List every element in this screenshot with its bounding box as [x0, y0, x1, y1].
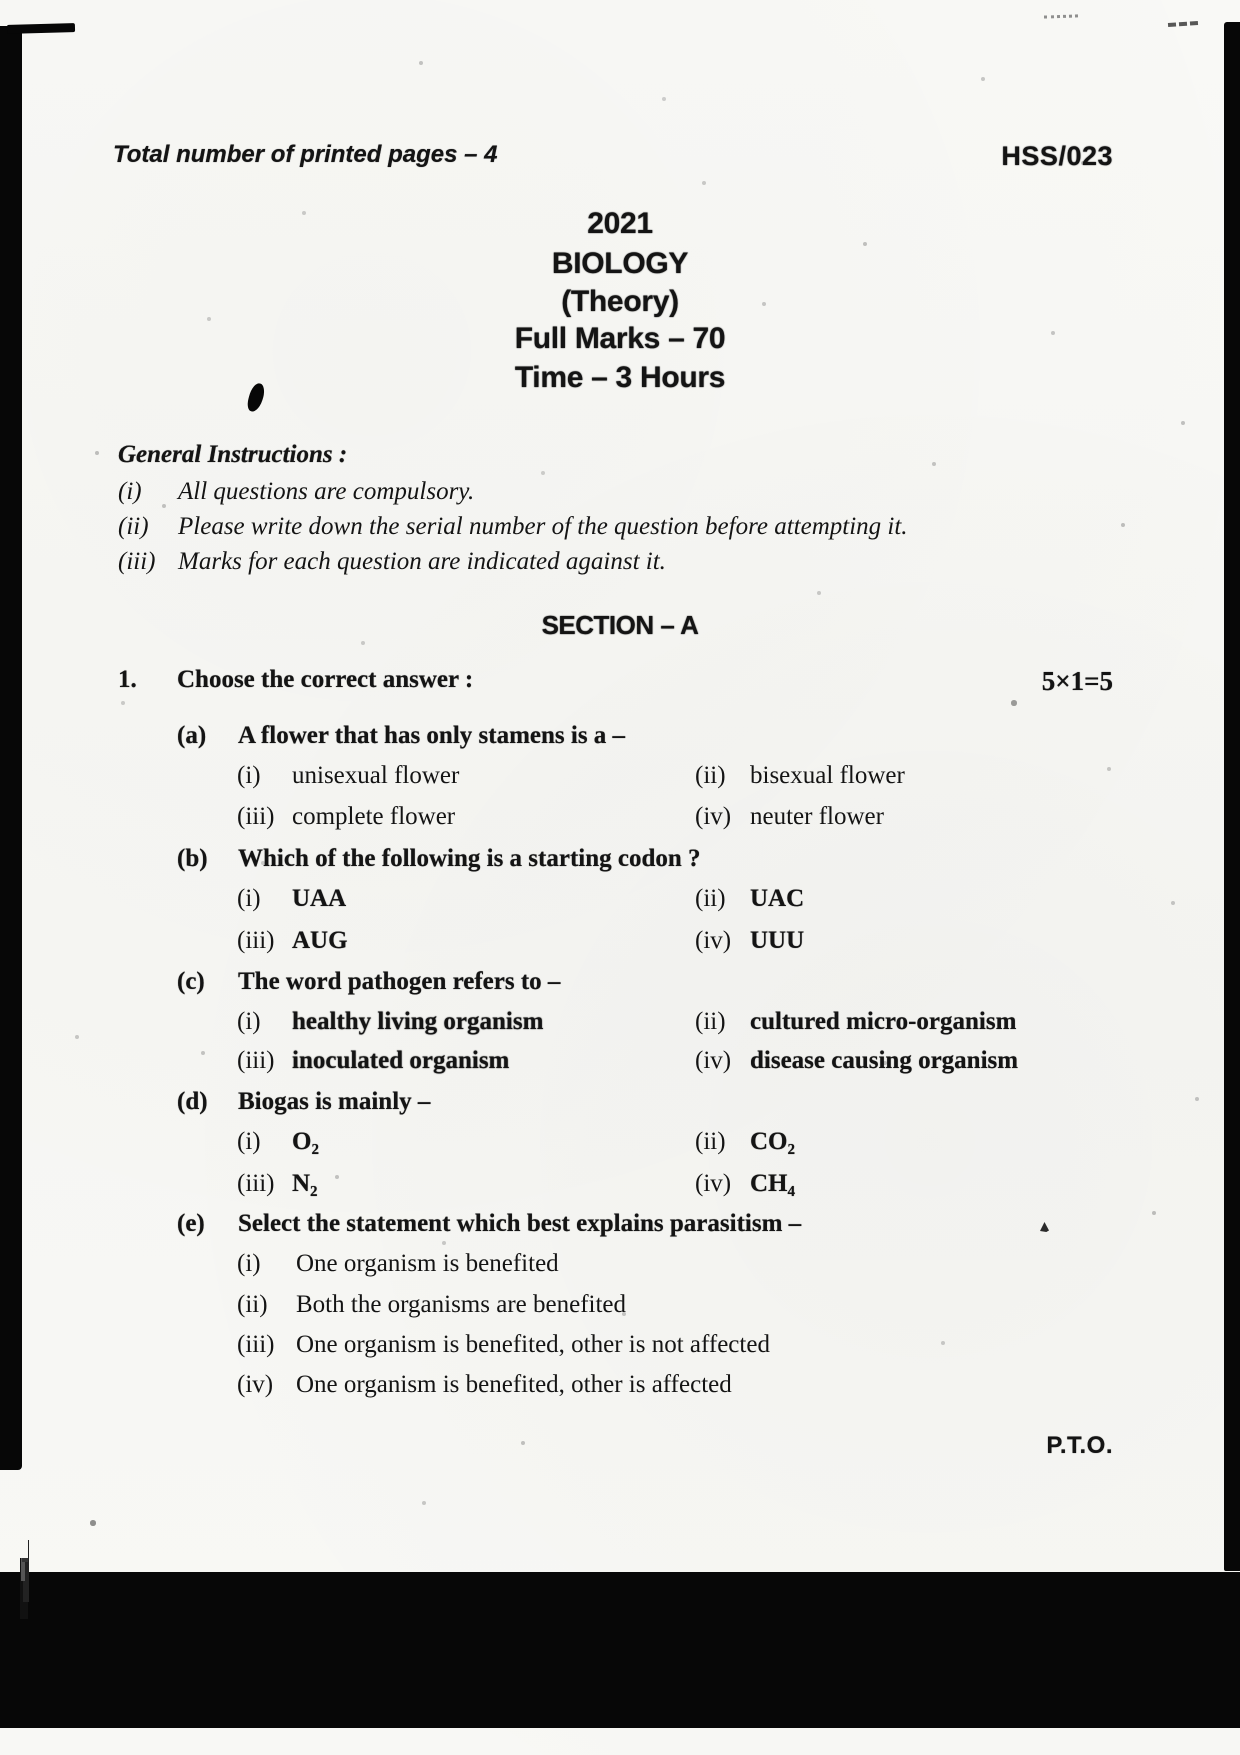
option-num: (iii): [237, 927, 275, 954]
option-num: (ii): [695, 885, 726, 912]
option-num: (iii): [237, 803, 275, 830]
option-text: cultured micro-organism: [750, 1008, 1017, 1035]
option-text: N₂: [292, 1170, 318, 1197]
instruction-text: Please write down the serial number of the question before attempting it.: [178, 513, 908, 540]
scan-noise: [0, 0, 2, 2]
option-num: (iv): [695, 927, 732, 954]
option-num: (i): [237, 885, 261, 912]
scan-mark-top-left: [7, 23, 75, 34]
option-num: (ii): [695, 1008, 726, 1035]
option-num: (iii): [237, 1170, 275, 1197]
scan-band-bottom: [0, 1572, 1240, 1728]
part-question: Which of the following is a starting codon ?: [238, 845, 701, 872]
option-num: (ii): [695, 1128, 726, 1155]
option-text: complete flower: [292, 803, 456, 830]
question-text: Choose the correct answer :: [177, 666, 474, 693]
scan-smudge-top-right: [1168, 21, 1198, 27]
paper-code: HSS/023: [1001, 141, 1113, 171]
part-question: A flower that has only stamens is a –: [238, 722, 626, 749]
part-question: Select the statement which best explains parasitism –: [238, 1210, 802, 1237]
option-num: (iv): [695, 1047, 732, 1074]
option-text: One organism is benefited: [296, 1250, 559, 1277]
question-number: 1.: [118, 666, 137, 693]
option-text: One organism is benefited, other is affected: [296, 1371, 732, 1398]
instruction-num: (iii): [118, 548, 156, 575]
part-label: (d): [177, 1088, 208, 1115]
part-label: (c): [177, 968, 205, 995]
option-text: UUU: [750, 927, 805, 954]
option-text: AUG: [292, 927, 348, 954]
instruction-num: (ii): [118, 513, 149, 540]
option-text: inoculated organism: [292, 1047, 510, 1074]
instruction-num: (i): [118, 478, 142, 505]
option-num: (iii): [237, 1047, 275, 1074]
part-label: (e): [177, 1210, 205, 1237]
option-text: unisexual flower: [292, 762, 460, 789]
instruction-text: All questions are compulsory.: [178, 478, 475, 505]
printed-pages-note: Total number of printed pages – 4: [113, 141, 498, 168]
option-text: disease causing organism: [750, 1047, 1019, 1074]
part-label: (a): [177, 722, 207, 749]
part-question: The word pathogen refers to –: [238, 968, 561, 995]
section-a-heading: SECTION – A: [541, 610, 699, 640]
option-text: UAA: [292, 885, 347, 912]
option-num: (iii): [237, 1331, 275, 1358]
option-num: (iv): [237, 1371, 274, 1398]
option-text: bisexual flower: [750, 762, 905, 789]
option-text: CH₄: [750, 1170, 795, 1197]
option-num: (i): [237, 1250, 261, 1277]
option-text: neuter flower: [750, 803, 884, 830]
option-text: healthy living organism: [292, 1008, 544, 1035]
option-num: (i): [237, 1128, 261, 1155]
title-type: (Theory): [561, 285, 679, 318]
option-num: (ii): [237, 1291, 268, 1318]
option-text: One organism is benefited, other is not affected: [296, 1331, 770, 1358]
option-text: Both the organisms are benefited: [296, 1291, 627, 1318]
page-turn-over-label: P.T.O.: [1046, 1432, 1113, 1459]
option-text: O₂: [292, 1128, 319, 1155]
scan-specks-left: [18, 1492, 28, 1558]
instructions-heading: General Instructions :: [118, 441, 348, 468]
option-num: (ii): [695, 762, 726, 789]
option-text: UAC: [750, 885, 805, 912]
title-year: 2021: [587, 207, 653, 240]
option-num: (i): [237, 1008, 261, 1035]
scan-smudge-top-right-2: [1044, 14, 1078, 18]
scan-bar-left: [0, 26, 22, 1470]
option-num: (iv): [695, 1170, 732, 1197]
title-subject: BIOLOGY: [551, 247, 689, 280]
scan-speck-mid-right: [1040, 1222, 1049, 1232]
instruction-text: Marks for each question are indicated against it.: [178, 548, 666, 575]
title-time: Time – 3 Hours: [514, 361, 726, 394]
option-num: (i): [237, 762, 261, 789]
question-marks: 5×1=5: [1041, 666, 1113, 696]
option-num: (iv): [695, 803, 732, 830]
part-question: Biogas is mainly –: [238, 1088, 431, 1115]
title-marks: Full Marks – 70: [514, 322, 726, 355]
part-label: (b): [177, 845, 208, 872]
option-text: CO₂: [750, 1128, 795, 1155]
